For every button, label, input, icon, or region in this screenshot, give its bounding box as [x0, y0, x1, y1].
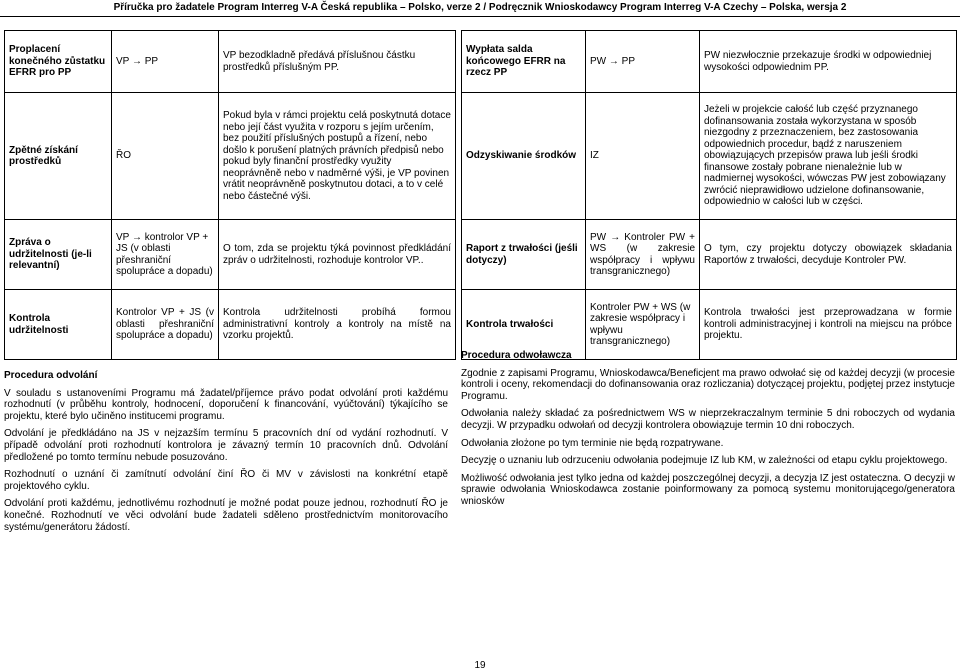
table-cell: Kontroler PW + WS (w zakresie współpracy i wpływu transgranicznego) — [586, 290, 700, 360]
table-cell: Jeżeli w projekcie całość lub część przyznanego dofinansowania została wykorzystana w sposób niezgodny z przeznaczeniem, bez zastosowania odpowiednich procedur, bądź z naruszeniem obowiązujących przepisów prawa lub jeśli środki finansowe zostały pobrane nienależnie lub w nadmiernej wysokości, wówczas PW jest zobowiązany zwrócić nieprawidłowo udzielone dofinansowanie, odpowiednio w całości lub w części. — [700, 93, 957, 220]
table-cell: PW niezwłocznie przekazuje środki w odpowiedniej wysokości odpowiednim PP. — [700, 31, 957, 93]
table-row — [462, 31, 957, 93]
paragraph: Odvolání proti každému, jednotlivému rozhodnutí je možné podat pouze jednou, rozhodnutí ŘO je konečné. Rozhodnutí ve věci odvolání bude žadateli sděleno prostřednictvím monitorovacího systému/generátoru žádostí. — [4, 498, 448, 533]
table-cell: O tym, czy projektu dotyczy obowiązek składania Raportów z trwałości, decyduje Kontroler PW. — [700, 220, 957, 290]
table-cell: Odzyskiwanie środków — [462, 93, 586, 220]
section-title: Procedura odwoławcza — [461, 350, 572, 361]
table-row — [462, 290, 957, 360]
table-cell: Kontrola trwałości — [462, 290, 586, 360]
table-cell: PW → PP — [586, 31, 700, 93]
table-cell: VP → kontrolor VP + JS (v oblasti přeshraniční spolupráce a dopadu) — [112, 220, 219, 290]
page-header: Příručka pro žadatele Program Interreg V-A Česká republika – Polsko, verze 2 / Podręcznik Wnioskodawcy Program Interreg V-A Czechy – Polska, wersja 2 — [0, 2, 960, 17]
table-cell: ŘO — [112, 93, 219, 220]
table-cell: O tom, zda se projektu týká povinnost předkládání zpráv o udržitelnosti, rozhoduje kontrolor VP.. — [219, 220, 456, 290]
table-row — [5, 290, 456, 360]
right-procedure-section — [461, 350, 955, 514]
paragraph: Rozhodnutí o uznání či zamítnutí odvolání činí ŘO či MV v závislosti na konkrétní etapě projektového cyklu. — [4, 469, 448, 492]
table-row — [5, 31, 456, 93]
table-cell: Raport z trwałości (jeśli dotyczy) — [462, 220, 586, 290]
section-title: Procedura odvolání — [4, 370, 98, 381]
paragraph: Decyzję o uznaniu lub odrzuceniu odwołania podejmuje IZ lub KM, w zależności od etapu cyklu projektowego. — [461, 455, 948, 467]
table-cell: Kontrola udržitelnosti probíhá formou administrativní kontroly a kontroly na místě na vzorku projektů. — [219, 290, 456, 360]
table-cell: Pokud byla v rámci projektu celá poskytnutá dotace nebo její část využita v rozporu s jejím určením, bez použití příslušných postupů a řízení, nebo došlo k porušení platných právních předpisů nebo pokud byly finanční prostředky využity neoprávněně nebo v nadměrné výši, je VP povinen vrátit neoprávněně poskytnutou dotaci, a to v celé nebo částečné výši. — [219, 93, 456, 220]
left-table — [4, 30, 456, 360]
table-row — [5, 93, 456, 220]
table-cell: Kontrolor VP + JS (v oblasti přeshraniční spolupráce a dopadu) — [112, 290, 219, 360]
paragraph: Odvolání je předkládáno na JS v nejzazším termínu 5 pracovních dní od vydání rozhodnutí. V případě odvolání proti rozhodnutí kontrolora je závazný termín 10 pracovních dnů. Odvolání předložené po tomto termínu nebude posuzováno. — [4, 428, 448, 463]
paragraph: Odwołania należy składać za pośrednictwem WS w nieprzekraczalnym terminie 5 dni roboczych od wydania decyzji. W przypadku odwołań od decyzji kontrolera obowiązuje termin 10 dni roboczych. — [461, 408, 955, 431]
table-cell: VP bezodkladně předává příslušnou částku prostředků příslušným PP. — [219, 31, 456, 93]
table-row — [462, 220, 957, 290]
paragraph: Odwołania złożone po tym terminie nie będą rozpatrywane. — [461, 437, 724, 449]
table-cell: Zpětné získání prostředků — [5, 93, 112, 220]
table-cell: Wypłata salda końcowego EFRR na rzecz PP — [462, 31, 586, 93]
left-procedure-section — [4, 370, 448, 539]
paragraph: Możliwość odwołania jest tylko jedna od każdej poszczególnej decyzji, a decyzja IZ jest ostateczna. O decyzji w sprawie odwołania Wnioskodawca zostanie poinformowany za pomocą systemu monitorującego/generatora wniosków — [461, 472, 955, 507]
right-table — [461, 30, 957, 360]
table-cell: IZ — [586, 93, 700, 220]
table-cell: Zpráva o udržitelnosti (je-li relevantní) — [5, 220, 112, 290]
table-row — [462, 93, 957, 220]
table-cell: Kontrola trwałości jest przeprowadzana w formie kontroli administracyjnej i kontroli na miejscu na próbce projektu. — [700, 290, 957, 360]
table-cell: Kontrola udržitelnosti — [5, 290, 112, 360]
paragraph: V souladu s ustanoveními Programu má žadatel/příjemce právo podat odvolání proti každému rozhodnutí (v průběhu kontroly, hodnocení, doporučení k financování, vyúčtování) týkajícího se projektu, které bylo učiněno institucemi programu. — [4, 387, 448, 422]
table-row — [5, 220, 456, 290]
paragraph: Zgodnie z zapisami Programu, Wnioskodawca/Beneficjent ma prawo odwołać się od każdej decyzji (w procesie kontroli i oceny, rekomendacji do dofinansowania oraz rozliczania) dotyczącej projektu, podjętej przez instytucje Programu. — [461, 367, 955, 402]
table-cell: PW → Kontroler PW + WS (w zakresie współpracy i wpływu transgranicznego) — [586, 220, 700, 290]
table-cell: Proplacení konečného zůstatku EFRR pro PP — [5, 31, 112, 93]
page-number: 19 — [474, 660, 486, 671]
table-cell: VP → PP — [112, 31, 219, 93]
